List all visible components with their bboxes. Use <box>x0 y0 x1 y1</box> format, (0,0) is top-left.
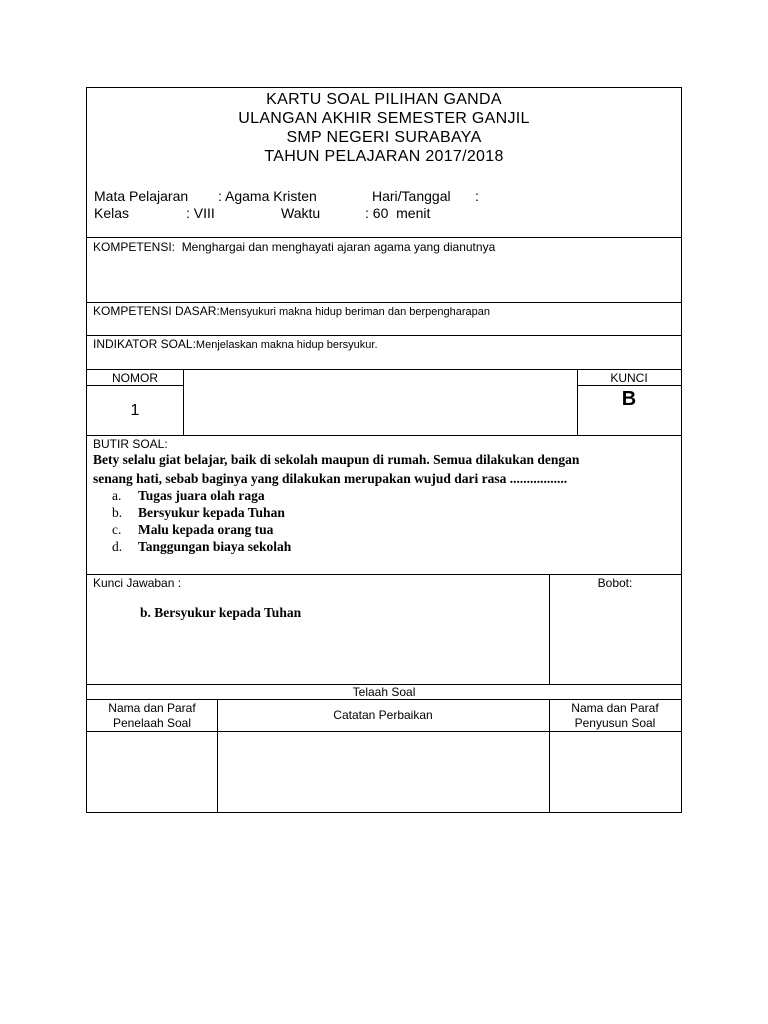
nomor-value: 1 <box>130 402 140 419</box>
option-letter: b. <box>112 505 123 520</box>
penelaah-line-2: Penelaah Soal <box>112 716 192 730</box>
option-text: Bersyukur kepada Tuhan <box>138 505 285 520</box>
kunci-label: KUNCI <box>610 371 648 385</box>
question-line-2: senang hati, sebab baginya yang dilakukan merupakan wujud dari rasa ................. <box>93 471 568 486</box>
question-line-1: Bety selalu giat belajar, baik di sekolah maupun di rumah. Semua dilakukan dengan <box>93 452 580 467</box>
option-text: Tanggungan biaya sekolah <box>138 539 292 554</box>
kunci-jawaban-label: Kunci Jawaban : <box>93 576 182 590</box>
kunci-jawaban-value: b. Bersyukur kepada Tuhan <box>140 605 302 620</box>
indikator-row <box>93 337 378 352</box>
butir-soal-label: BUTIR SOAL: <box>93 437 168 451</box>
option-text: Malu kepada orang tua <box>138 522 274 537</box>
answer-options <box>112 487 291 555</box>
kompetensi-dasar-value: Mensyukuri makna hidup beriman dan berpengharapan <box>219 306 490 318</box>
question-card <box>86 87 682 813</box>
school-name: SMP NEGERI SURABAYA <box>286 129 482 146</box>
bobot-label: Bobot: <box>597 576 633 590</box>
option-b <box>112 504 291 521</box>
exam-title: ULANGAN AKHIR SEMESTER GANJIL <box>238 110 530 127</box>
option-letter: d. <box>112 539 123 554</box>
option-a <box>112 487 291 504</box>
nomor-label: NOMOR <box>112 371 158 385</box>
kompetensi-dasar-row <box>93 304 490 319</box>
penyusun-line-1: Nama dan Paraf <box>571 701 659 715</box>
penyusun-line-2: Penyusun Soal <box>574 716 656 730</box>
mapel-value: : Agama Kristen <box>218 188 317 204</box>
indikator-value: Menjelaskan makna hidup bersyukur. <box>195 339 378 351</box>
kelas-label: Kelas <box>94 205 130 221</box>
waktu-label: Waktu <box>281 205 321 221</box>
option-letter: c. <box>112 522 122 537</box>
option-text: Tugas juara olah raga <box>138 488 265 503</box>
mapel-label: Mata Pelajaran <box>94 188 189 204</box>
kompetensi-dasar-label: KOMPETENSI DASAR: <box>93 304 220 318</box>
kompetensi-value: Menghargai dan menghayati ajaran agama yang dianutnya <box>181 240 496 254</box>
waktu-value: : 60 menit <box>365 205 431 221</box>
kompetensi-label: KOMPETENSI: <box>93 240 176 254</box>
kompetensi-row <box>93 240 495 254</box>
hari-value: : <box>475 188 479 204</box>
option-c <box>112 521 291 538</box>
indikator-label: INDIKATOR SOAL: <box>93 337 196 351</box>
card-title: KARTU SOAL PILIHAN GANDA <box>266 91 502 108</box>
telaah-title: Telaah Soal <box>352 685 416 699</box>
academic-year: TAHUN PELAJARAN 2017/2018 <box>264 148 504 165</box>
hari-label: Hari/Tanggal <box>372 188 451 204</box>
catatan-perbaikan: Catatan Perbaikan <box>333 708 433 722</box>
option-d <box>112 538 291 555</box>
butir-soal-section <box>87 435 681 574</box>
option-letter: a. <box>112 488 122 503</box>
kunci-value: B <box>621 388 637 410</box>
kelas-value: : VIII <box>186 205 215 221</box>
penelaah-line-1: Nama dan Paraf <box>108 701 196 715</box>
